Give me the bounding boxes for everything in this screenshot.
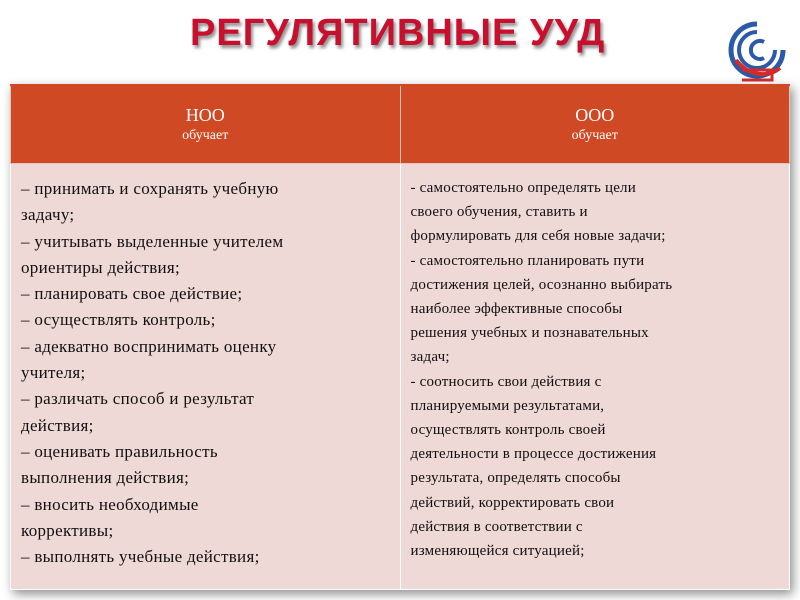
list-item: результата, определять способы <box>410 470 621 487</box>
list-item: формулировать для себя новые задачи; <box>410 228 666 245</box>
list-item: – принимать и сохранять учебную <box>21 179 279 198</box>
list-item: - соотносить свои действия с <box>410 373 602 390</box>
list-item: действия; <box>21 415 94 435</box>
list-item: изменяющейся ситуацией; <box>410 543 585 560</box>
list-item: достижения целей, осознанно выбирать <box>410 276 673 293</box>
column-subtitle: обучает <box>182 127 229 143</box>
column-header-noo <box>11 85 401 164</box>
noo-skills-cell <box>11 164 401 590</box>
list-item: осуществлять контроль своей <box>410 422 606 439</box>
list-item: выполнения действия; <box>21 468 190 488</box>
list-item: задач; <box>410 349 450 366</box>
list-item: действия в соответствии с <box>410 518 583 535</box>
list-item: - самостоятельно определять цели <box>410 180 636 196</box>
list-item: – оценивать правильность <box>21 441 218 461</box>
list-item: – вносить необходимые <box>21 494 199 514</box>
list-item: – адекватно воспринимать оценку <box>21 336 277 356</box>
list-item: – различать способ и результат <box>21 389 255 409</box>
list-item: планируемыми результатами, <box>410 397 605 414</box>
column-header-ooo <box>400 85 790 164</box>
education-standard-logo-icon <box>728 20 786 84</box>
ooo-skills-cell <box>400 164 790 590</box>
column-level: ООО <box>575 104 615 125</box>
list-item: – планировать свое действие; <box>21 284 243 304</box>
list-item: наиболее эффективные способы <box>410 301 623 318</box>
list-item: своего обучения, ставить и <box>410 204 588 221</box>
list-item: ориентиры действия; <box>21 257 181 277</box>
list-item: действий, корректировать свои <box>410 494 615 511</box>
uud-comparison-table <box>10 84 790 590</box>
list-item: решения учебных и познавательных <box>410 325 649 342</box>
page-title: РЕГУЛЯТИВНЫЕ УУД <box>190 12 606 54</box>
list-item: – осуществлять контроль; <box>21 310 216 330</box>
column-level: НОО <box>185 104 225 125</box>
list-item: учителя; <box>21 363 86 383</box>
list-item: - самостоятельно планировать пути <box>410 252 645 269</box>
list-item: – учитывать выделенные учителем <box>21 231 284 251</box>
list-item: деятельности в процессе достижения <box>410 446 657 463</box>
list-item: – выполнять учебные действия; <box>21 547 260 567</box>
column-subtitle: обучает <box>571 127 618 143</box>
list-item: задачу; <box>21 205 75 225</box>
list-item: коррективы; <box>21 520 114 540</box>
